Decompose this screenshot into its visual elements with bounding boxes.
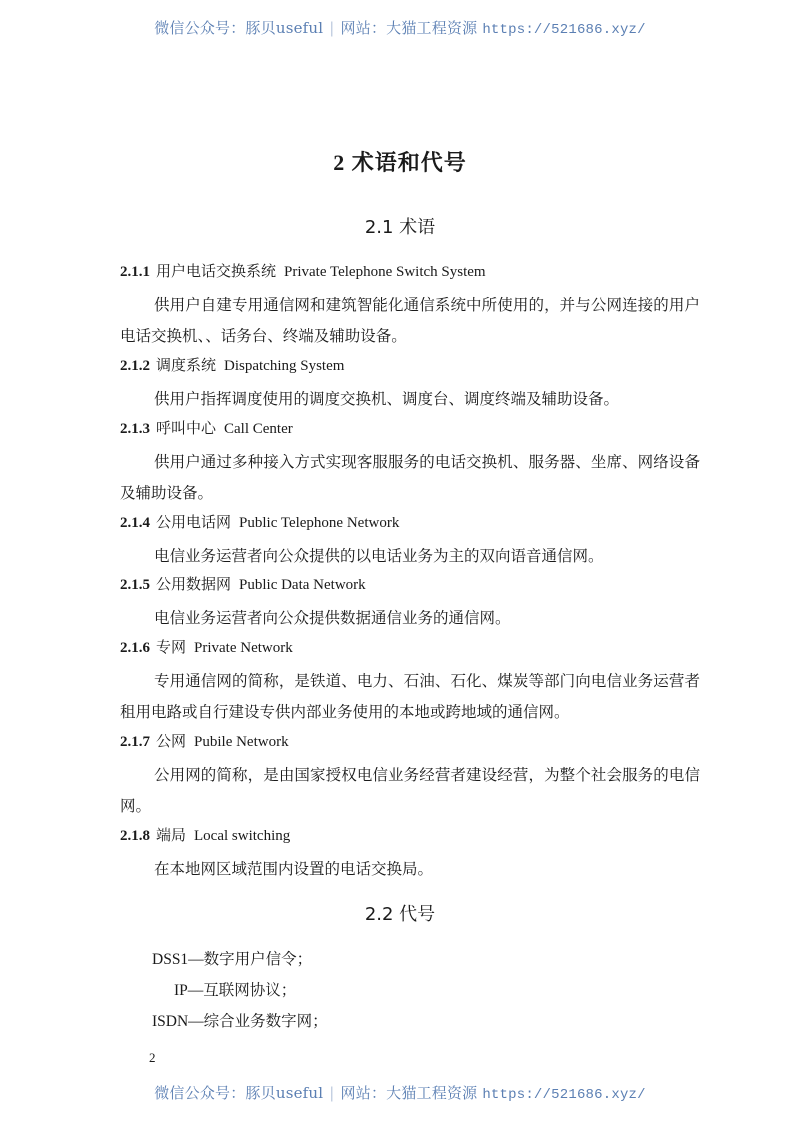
- term-en: Public Data Network: [239, 577, 366, 593]
- symbol-list: [152, 944, 328, 1037]
- term-2-1-1: [120, 262, 700, 352]
- term-heading: [120, 262, 700, 282]
- term-definition: 专用通信网的简称，是铁道、电力、石油、石化、煤炭等部门向电信业务运营者租用电路或自行建设专供内部业务使用的本地或跨地域的通信网。: [120, 673, 700, 721]
- term-2-1-4: [120, 513, 700, 572]
- term-number: 2.1.7: [120, 734, 150, 750]
- watermark-site: 网站：大猫工程资源: [340, 19, 478, 37]
- watermark-footer: [0, 1082, 800, 1103]
- watermark-wechat: 微信公众号：豚贝useful: [154, 1084, 324, 1102]
- symbol-item: DSS1—数字用户信令；: [152, 951, 313, 968]
- term-2-1-5: [120, 575, 700, 634]
- watermark-site: 网站：大猫工程资源: [340, 1084, 478, 1102]
- term-zh: 端局: [156, 828, 187, 844]
- term-heading: [120, 356, 700, 376]
- term-heading: [120, 638, 700, 658]
- chapter-title: 2 术语和代号: [333, 150, 467, 175]
- term-en: Public Telephone Network: [239, 515, 400, 531]
- term-zh: 公用电话网: [156, 515, 232, 531]
- term-number: 2.1.4: [120, 515, 150, 531]
- term-2-1-3: [120, 419, 700, 509]
- page-number: 2: [149, 1050, 156, 1065]
- watermark-separator: |: [329, 19, 335, 37]
- term-number: 2.1.3: [120, 421, 150, 437]
- term-zh: 公网: [156, 734, 187, 750]
- term-number: 2.1.8: [120, 828, 150, 844]
- term-en: Private Telephone Switch System: [284, 264, 486, 280]
- term-en: Pubile Network: [194, 734, 289, 750]
- symbol-item: IP—互联网协议；: [174, 982, 297, 999]
- term-heading: [120, 575, 700, 595]
- term-en: Private Network: [194, 640, 293, 656]
- watermark-header: [0, 17, 800, 38]
- term-definition: 公用网的简称，是由国家授权电信业务经营者建设经营，为整个社会服务的电信网。: [120, 767, 700, 815]
- term-definition: 供用户指挥调度使用的调度交换机、调度台、调度终端及辅助设备。: [154, 391, 620, 408]
- term-heading: [120, 826, 700, 846]
- term-en: Call Center: [224, 421, 293, 437]
- watermark-separator: |: [329, 1084, 335, 1102]
- section-title-terms: 2.1 术语: [364, 217, 436, 238]
- watermark-url: https://521686.xyz/: [482, 1087, 646, 1103]
- term-definition: 电信业务运营者向公众提供的以电话业务为主的双向语音通信网。: [154, 548, 604, 565]
- term-definition: 供用户自建专用通信网和建筑智能化通信系统中所使用的，并与公网连接的用户电话交换机、、话务台、终端及辅助设备。: [120, 297, 700, 345]
- term-zh: 用户电话交换系统: [156, 264, 277, 280]
- term-number: 2.1.2: [120, 358, 150, 374]
- term-heading: [120, 732, 700, 752]
- watermark-url: https://521686.xyz/: [482, 22, 646, 38]
- term-2-1-6: [120, 638, 700, 728]
- term-zh: 公用数据网: [156, 577, 232, 593]
- term-2-1-2: [120, 356, 700, 415]
- term-zh: 呼叫中心: [156, 421, 217, 437]
- term-definition: 供用户通过多种接入方式实现客服服务的电话交换机、服务器、坐席、网络设备及辅助设备。: [120, 454, 700, 502]
- term-definition: 电信业务运营者向公众提供数据通信业务的通信网。: [154, 610, 511, 627]
- term-number: 2.1.5: [120, 577, 150, 593]
- term-en: Local switching: [194, 828, 291, 844]
- term-zh: 调度系统: [156, 358, 217, 374]
- section-title-symbols: 2.2 代号: [364, 904, 436, 925]
- term-heading: [120, 513, 700, 533]
- term-2-1-7: [120, 732, 700, 822]
- term-2-1-8: [120, 826, 700, 885]
- term-number: 2.1.1: [120, 264, 150, 280]
- term-heading: [120, 419, 700, 439]
- symbol-item: ISDN—综合业务数字网；: [152, 1013, 328, 1030]
- watermark-wechat: 微信公众号：豚贝useful: [154, 19, 324, 37]
- term-en: Dispatching System: [224, 358, 345, 374]
- term-zh: 专网: [156, 640, 187, 656]
- term-definition: 在本地网区域范围内设置的电话交换局。: [154, 861, 434, 878]
- term-number: 2.1.6: [120, 640, 150, 656]
